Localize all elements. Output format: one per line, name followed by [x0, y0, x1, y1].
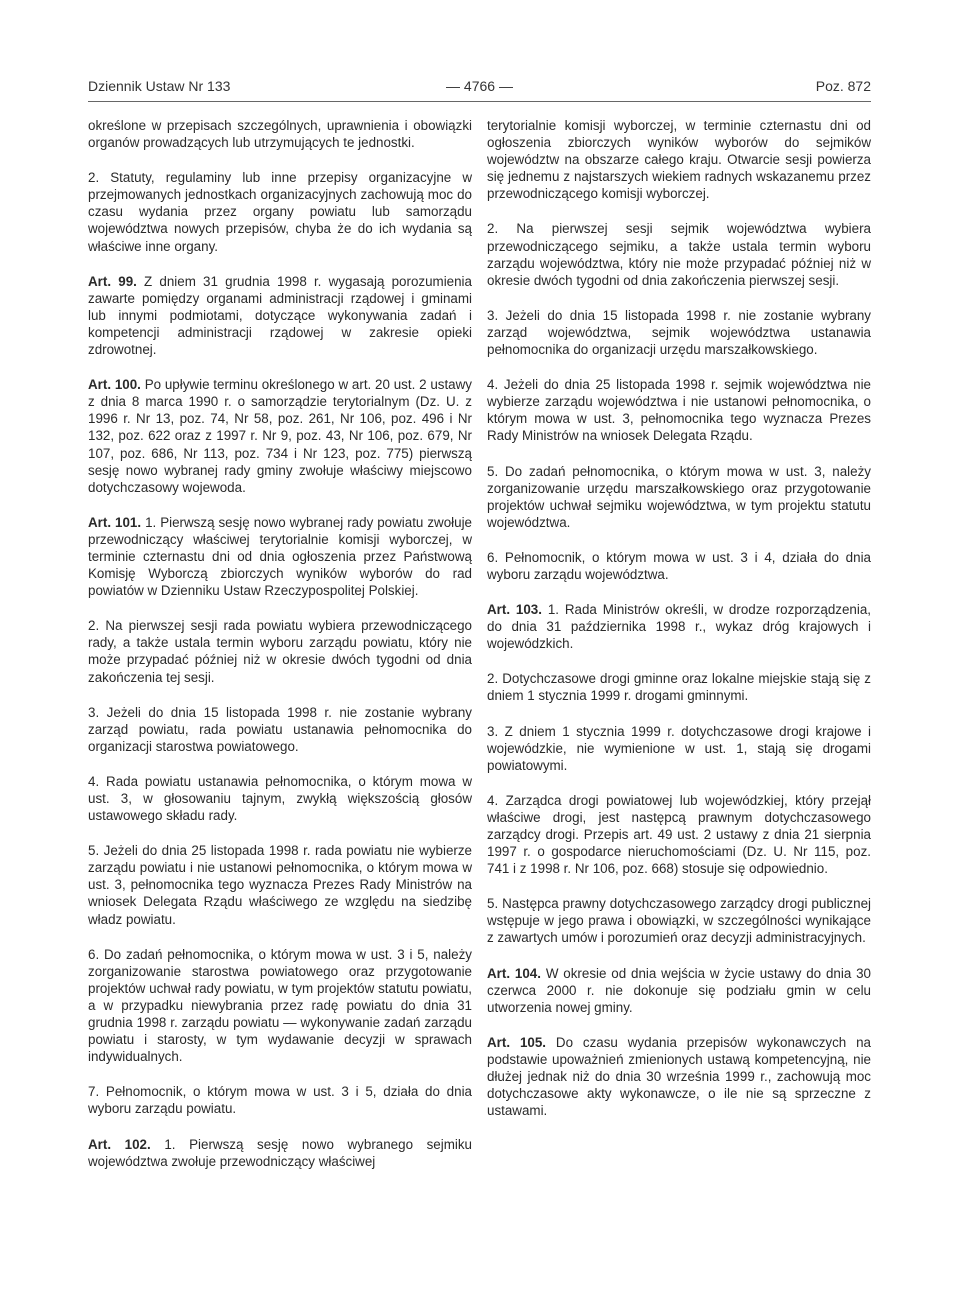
article-label: Art. 101. [88, 514, 142, 530]
paragraph [487, 723, 871, 774]
paragraph [88, 842, 472, 927]
paragraph-text: 2. Na pierwszej sesji rada powiatu wybiera przewodniczącego rady, a także ustala termin wyboru zarządu powiatu, który nie może przypadać później niż w okresie dwóch tygodni od dnia zakończenia tej sesji. [88, 618, 472, 685]
journal-title: Dziennik Ustaw Nr 133 [88, 78, 231, 94]
paragraph [88, 617, 472, 685]
article-label: Art. 104. [487, 965, 541, 981]
paragraph-text: 2. Na pierwszej sesji sejmik województwa wybiera przewodniczącego sejmiku, a także ustala termin wyboru zarządu województwa, który nie może przypadać później niż w okresie dwóch tygodni od dnia zakończenia pierwszej sesji. [487, 221, 871, 288]
paragraph [88, 773, 472, 824]
paragraph-text: 7. Pełnomocnik, o którym mowa w ust. 3 i 5, działa do dnia wyboru zarządu powiatu. [88, 1084, 472, 1117]
paragraph [487, 307, 871, 358]
paragraph [487, 463, 871, 531]
paragraph-text: 3. Z dniem 1 stycznia 1999 r. dotychczasowe drogi krajowe i wojewódzkie, nie wymienione w ust. 1, stają się drogami powiatowymi. [487, 723, 871, 773]
paragraph [88, 376, 472, 496]
paragraph [88, 704, 472, 755]
paragraph-text: 4. Rada powiatu ustanawia pełnomocnika, o którym mowa w ust. 3, w głosowaniu tajnym, zwykłą większością głosów ustawowego składu rady. [88, 773, 472, 824]
paragraph-text: 3. Jeżeli do dnia 15 listopada 1998 r. nie zostanie wybrany zarząd powiatu, rada powiatu ustanawia pełnomocnika do organizacji starostwa powiatowego. [88, 704, 472, 754]
paragraph [88, 946, 472, 1066]
position-number: Poz. 872 [815, 78, 871, 94]
article-label: Art. 99. [88, 273, 137, 289]
paragraph-text: 3. Jeżeli do dnia 15 listopada 1998 r. nie zostanie wybrany zarząd województwa, sejmik województwa ustanawia pełnomocnika do organizacji urzędu marszałkowskiego. [487, 307, 871, 358]
page-number: — 4766 — [446, 78, 513, 94]
paragraph [487, 549, 871, 583]
paragraph [487, 965, 871, 1016]
paragraph [487, 792, 871, 877]
paragraph-text: 1. Pierwszą sesję nowo wybranego sejmiku województwa zwołuje przewodniczący właściwej [88, 1136, 473, 1169]
paragraph [88, 1136, 472, 1170]
paragraph [88, 1083, 472, 1117]
paragraph-text: 1. Rada Ministrów określi, w drodze rozporządzenia, do dnia 31 października 1998 r., wykaz dróg krajowych i wojewódzkich. [487, 602, 871, 652]
paragraph-text: Do czasu wydania przepisów wykonawczych na podstawie upoważnień zmienionych ustawą kompetencyjną, nie dłużej jednak niż do dnia 30 września 1999 r., zachowują moc dotychczasowe akty wykonawcze, o ile nie są sprzeczne z ustawami. [487, 1034, 872, 1119]
paragraph-text: terytorialnie komisji wyborczej, w terminie czternastu dni od ogłoszenia zbiorczych wyników wyborów do sejmików województw na obszarze całego kraju. Otwarcie sesji powierza się jednemu z najstarszych wiekiem radnych wskazanemu przez przewodniczącego komisji wyborczej. [487, 118, 871, 202]
paragraph-text: 4. Zarządca drogi powiatowej lub wojewódzkiej, który przejął właściwe drogi, jest następcą prawnym dotychczasowego zarządcy drogi. Przepis art. 49 ust. 2 ustawy z dnia 21 sierpnia 1997 r. o gospodarce nieruchomościami (Dz. U. Nr 115, poz. 741 i z 1998 r. Nr 106, poz. 668) stosuje się odpowiednio. [487, 792, 871, 877]
paragraph [487, 670, 871, 704]
paragraph [487, 1034, 871, 1119]
paragraph-text: 2. Statuty, regulaminy lub inne przepisy organizacyjne w przejmowanych jednostkach organizacyjnych zachowują moc do czasu wydania przez organy powiatu lub samorządu województwa nowych przepisów, chyba że do ich wydania są właściwe inne organy. [88, 170, 472, 254]
left-column [88, 117, 472, 1188]
paragraph [88, 273, 472, 358]
paragraph [88, 169, 472, 254]
paragraph-text: 5. Następca prawny dotychczasowego zarządcy drogi publicznej wstępuje w jego prawa i obowiązki, w szczególności wynikające z zawartych umów i porozumień oraz decyzji administracyjnych. [487, 896, 871, 946]
paragraph [487, 376, 871, 444]
paragraph [487, 601, 871, 652]
paragraph-text: 1. Pierwszą sesję nowo wybranej rady powiatu zwołuje przewodniczący właściwej terytorialnie komisji wyborczej, w terminie czternastu dni od dnia ogłoszenia przez Państwową Komisję Wyborczą zbiorczych wyników wyborów do rad powiatów w Dzienniku Ustaw Rzeczypospolitej Polskiej. [88, 514, 472, 599]
paragraph [487, 895, 871, 946]
paragraph [487, 117, 871, 202]
article-label: Art. 100. [88, 377, 141, 393]
article-label: Art. 102. [88, 1136, 151, 1152]
paragraph-text: Po upływie terminu określonego w art. 20 ust. 2 ustawy z dnia 8 marca 1990 r. o samorządzie terytorialnym (Dz. U. z 1996 r. Nr 13, poz. 74, Nr 58, poz. 261, Nr 106, poz. 496 i Nr 132, poz. 622 oraz z 1997 r. Nr 9, poz. 43, Nr 106, poz. 679, Nr 107, poz. 686, Nr 113, poz. 734 i Nr 123, poz. 775) pierwszą sesję nowo wybranej rady gminy zwołuje właściwy miejscowo dotychczasowy wojewoda. [88, 377, 472, 495]
paragraph [88, 514, 472, 599]
paragraph-text: 5. Jeżeli do dnia 25 listopada 1998 r. rada powiatu nie wybierze zarządu powiatu i nie ustanowi pełnomocnika, o którym mowa w ust. 3, pełnomocnika tego wyznacza Prezes Rady Ministrów na wniosek Delegata Rządu właściwego ze względu na siedzibę władz powiatu. [88, 843, 472, 927]
paragraph [487, 220, 871, 288]
header-divider [88, 101, 871, 102]
paragraph-text: 6. Pełnomocnik, o którym mowa w ust. 3 i 4, działa do dnia wyboru zarządu województwa. [487, 549, 871, 582]
paragraph-text: W okresie od dnia wejścia w życie ustawy do dnia 30 czerwca 2000 r. nie dokonuje się podziału gmin w celu utworzenia nowej gminy. [487, 965, 872, 1015]
page-header [88, 78, 871, 100]
paragraph-text: 4. Jeżeli do dnia 25 listopada 1998 r. sejmik województwa nie wybierze zarządu województwa i nie ustanowi pełnomocnika, o którym mowa w ust. 3, pełnomocnika tego wyznacza Prezes Rady Ministrów na wniosek Delegata Rządu. [487, 377, 871, 444]
article-label: Art. 105. [487, 1034, 547, 1050]
right-column [487, 117, 871, 1137]
paragraph-text: 6. Do zadań pełnomocnika, o którym mowa w ust. 3 i 5, należy zorganizowanie starostwa powiatowego oraz przygotowanie projektów uchwał rady powiatu, w tym projektów statutu powiatu, a w przypadku niewybrania przez radę powiatu do dnia 31 grudnia 1998 r. zarządu powiatu — wykonywanie zadań zarządu powiatu i starosty, w tym wydawanie decyzji w sprawach indywidualnych. [88, 946, 472, 1065]
paragraph-text: określone w przepisach szczególnych, uprawnienia i obowiązki organów prowadzących lub utrzymujących te jednostki. [88, 118, 472, 151]
paragraph-text: Z dniem 31 grudnia 1998 r. wygasają porozumienia zawarte pomiędzy organami administracji rządowej i gminami lub innymi podmiotami, dotyczące wykonywania zadań i kompetencji administracji rządowej w zakresie opieki zdrowotnej. [88, 273, 472, 358]
article-label: Art. 103. [487, 602, 542, 618]
paragraph-text: 2. Dotychczasowe drogi gminne oraz lokalne miejskie stają się z dniem 1 stycznia 1999 r. drogami gminnymi. [487, 671, 871, 704]
paragraph-text: 5. Do zadań pełnomocnika, o którym mowa w ust. 3, należy zorganizowanie urzędu marszałkowskiego oraz przygotowanie projektów uchwał sejmiku województwa, w tym projektu statutu województwa. [487, 463, 871, 530]
paragraph [88, 117, 472, 151]
